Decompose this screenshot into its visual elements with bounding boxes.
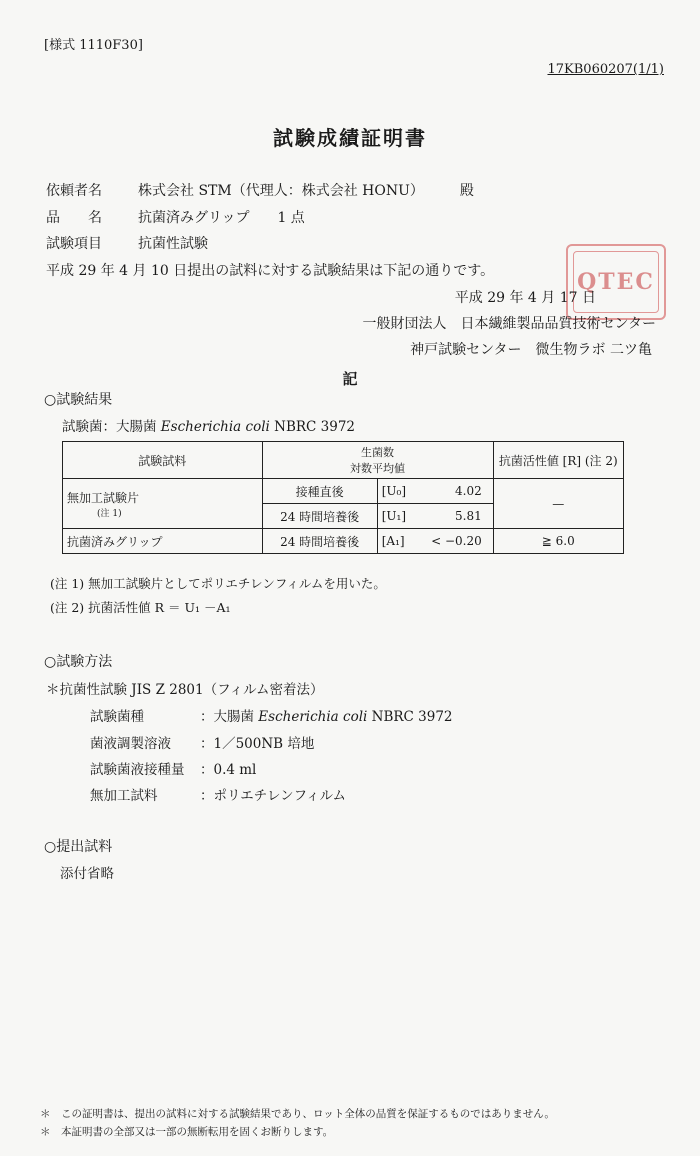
- ki-heading: 記: [342, 370, 358, 388]
- method-solution-label: 菌液調製溶液: [90, 736, 171, 752]
- col-activity-header: 抗菌活性値 [R] (注 2): [493, 442, 624, 479]
- row2-value-cell: [377, 529, 493, 554]
- col-sample-header: 試験試料: [63, 442, 263, 479]
- submitted-value: 添付省略: [60, 866, 114, 882]
- test-item-row: [46, 233, 208, 253]
- statement: 平成 29 年 4 月 10 日提出の試料に対する試験結果は下記の通りです。: [46, 263, 495, 279]
- item-row: [46, 207, 305, 227]
- row2-time: 24 時間培養後: [262, 529, 377, 554]
- row1b-value-cell: [377, 504, 493, 529]
- row1-sample: [63, 479, 263, 529]
- method-control-label: 無加工試料: [90, 788, 158, 804]
- requester-label: 依頼者名: [46, 183, 102, 199]
- requester-suffix: 殿: [459, 183, 474, 199]
- test-bacteria-prefix: 試験菌：大腸菌: [62, 419, 157, 435]
- seal-stamp-text: QTEC: [573, 251, 659, 313]
- method-species-prefix: ：大腸菌: [200, 709, 254, 725]
- col-count-line2: 対数平均値: [350, 462, 406, 475]
- test-bacteria-strain: NBRC 3972: [274, 419, 356, 435]
- method-solution-row: [90, 732, 314, 752]
- footer-note-2: ＊ 本証明書の全部又は一部の無断転用を固くお断りします。: [40, 1126, 334, 1138]
- requester-value: 株式会社 STM（代理人：株式会社 HONU）: [138, 183, 424, 199]
- requester-row: [46, 180, 474, 200]
- method-inoculum-label: 試験菌液接種量: [90, 762, 185, 778]
- issuer-org: 一般財団法人 日本繊維製品品質技術センター: [362, 316, 656, 332]
- issue-date: 平成 29 年 4 月 17 日: [454, 290, 596, 306]
- table-row: [63, 529, 624, 554]
- method-heading: ○試験方法: [44, 654, 113, 670]
- row1-activity: —: [493, 479, 624, 529]
- row1a-time: 接種直後: [262, 479, 377, 504]
- method-solution-value: ：1／500NB 培地: [200, 736, 315, 752]
- method-control-value: ：ポリエチレンフィルム: [200, 788, 347, 804]
- form-number: [様式 1110F30]: [44, 38, 143, 53]
- method-species-row: [90, 705, 453, 725]
- col-count-line1: 生菌数: [361, 446, 395, 459]
- issuer-lab: 神戸試験センター 微生物ラボ 二ツ亀: [410, 342, 652, 358]
- row1a-value: 4.02: [455, 484, 482, 498]
- row1b-value: 5.81: [455, 509, 482, 523]
- test-bacteria: [62, 415, 355, 435]
- submitted-heading: ○提出試料: [44, 839, 113, 855]
- method-inoculum-row: [90, 758, 256, 778]
- note-2: (注 2) 抗菌活性値 R ＝ U₁ －A₁: [50, 600, 231, 615]
- row1a-symbol: [U₀]: [381, 484, 407, 498]
- col-count-header: [262, 442, 493, 479]
- item-value: 抗菌済みグリップ 1 点: [138, 210, 305, 226]
- footer-note-1: ＊ この証明書は、提出の試料に対する試験結果であり、ロット全体の品質を保証するものではありません。: [40, 1108, 555, 1120]
- row1a-value-cell: [377, 479, 493, 504]
- method-control-row: [90, 784, 346, 804]
- method-species-strain: NBRC 3972: [371, 709, 453, 725]
- test-bacteria-latin: Escherichia coli: [160, 419, 270, 435]
- row2-activity: ≧ 6.0: [493, 529, 624, 554]
- document-title: 試験成績証明書: [273, 126, 427, 150]
- method-species-latin: Escherichia coli: [258, 709, 368, 725]
- row2-symbol: [A₁]: [381, 534, 405, 548]
- results-table: [62, 441, 624, 554]
- test-item-value: 抗菌性試験: [138, 236, 208, 252]
- row1-sample-name: 無加工試験片: [67, 490, 140, 505]
- test-item-label: 試験項目: [46, 236, 102, 252]
- note-1: (注 1) 無加工試験片としてポリエチレンフィルムを用いた。: [50, 576, 386, 591]
- row2-sample: 抗菌済みグリップ: [63, 529, 263, 554]
- table-row: [63, 479, 624, 504]
- item-label: 品 名: [46, 210, 102, 226]
- method-standard: ＊抗菌性試験 JIS Z 2801（フィルム密着法）: [46, 682, 324, 698]
- method-inoculum-value: ：0.4 ml: [200, 762, 257, 778]
- row1b-time: 24 時間培養後: [262, 504, 377, 529]
- seal-stamp: [566, 244, 666, 320]
- row2-value: < −0.20: [431, 534, 482, 548]
- row1b-symbol: [U₁]: [381, 509, 407, 523]
- document-id: 17KB060207(1/1): [547, 62, 664, 77]
- method-species-label: 試験菌種: [90, 709, 144, 725]
- results-heading: ○試験結果: [44, 392, 113, 408]
- row1-sample-note: (注 1): [97, 508, 122, 519]
